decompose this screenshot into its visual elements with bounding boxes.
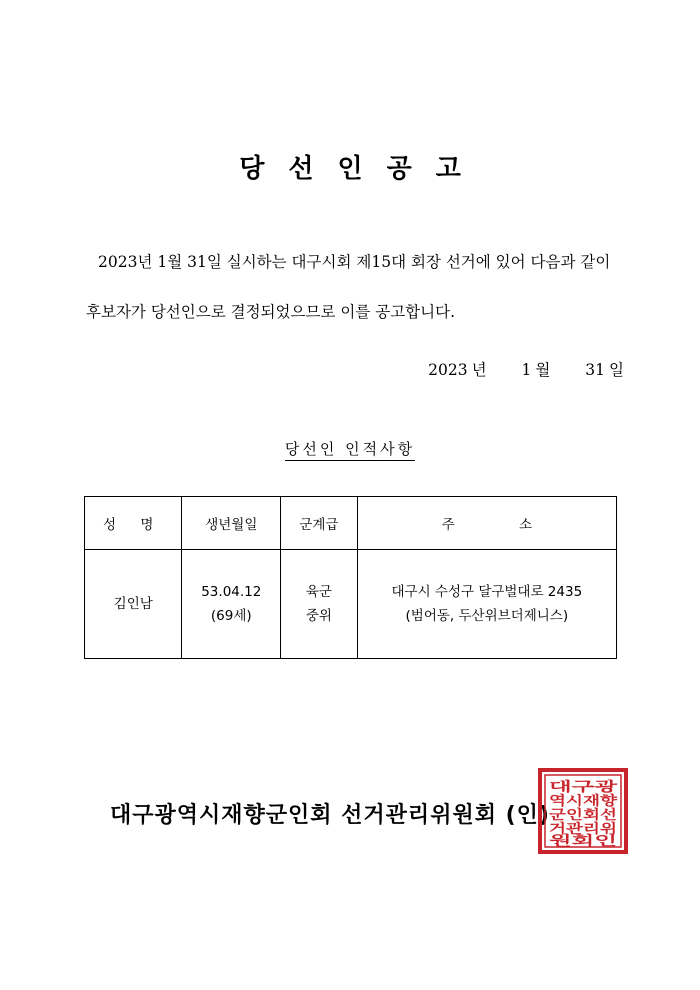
section-subheading <box>0 438 700 459</box>
svg-text:원회인: 원회인 <box>549 834 587 849</box>
date-month: 1 <box>521 361 532 379</box>
organization-name: 대구광역시재향군인회 선거관리위원회 (인) <box>110 803 550 828</box>
document-title <box>0 148 700 185</box>
title-char: 선 <box>288 154 314 184</box>
svg-text:거관리위: 거관리위 <box>549 822 600 837</box>
header-birth: 생년월일 <box>182 497 281 550</box>
rank-grade: 중위 <box>305 608 332 624</box>
address-line-1: 대구시 수성구 달구벌대로 2435 <box>391 584 583 600</box>
title-char: 인 <box>337 154 363 184</box>
official-seal-icon <box>537 767 629 855</box>
title-char: 당 <box>239 154 265 184</box>
svg-text:대구광: 대구광 <box>549 780 587 795</box>
date-year: 2023 <box>428 361 468 379</box>
table-row <box>85 550 617 659</box>
rank-branch: 육군 <box>305 584 332 600</box>
header-name: 성 명 <box>85 497 182 550</box>
header-rank: 군계급 <box>281 497 358 550</box>
date-day-unit: 일 <box>609 361 624 379</box>
table-header-row <box>85 497 617 550</box>
cell-birth <box>182 550 281 659</box>
svg-text:군인회선: 군인회선 <box>549 808 600 823</box>
date-year-unit: 년 <box>471 361 487 379</box>
cell-address <box>357 550 616 659</box>
cell-rank <box>281 550 358 659</box>
header-address: 주 소 <box>357 497 616 550</box>
title-char: 고 <box>435 154 461 184</box>
birth-age: (69세) <box>210 608 252 624</box>
date-day: 31 <box>585 361 606 379</box>
address-line-2: (범어동, 두산위브더제니스) <box>405 608 569 624</box>
title-char: 공 <box>386 154 412 184</box>
cell-name: 김인남 <box>85 550 182 659</box>
birth-date: 53.04.12 <box>201 584 262 600</box>
winner-info-table <box>84 496 617 659</box>
announcement-date <box>424 358 624 380</box>
svg-text:역시재향: 역시재향 <box>549 794 600 809</box>
subheading-text: 당선인 인적사항 <box>285 440 415 461</box>
announcement-line-2: 후보자가 당선인으로 결정되었으므로 이를 공고합니다. <box>86 303 456 321</box>
date-month-unit: 월 <box>535 361 551 379</box>
announcement-line-1: 2023년 1월 31일 실시하는 대구시회 제15대 회장 선거에 있어 다음과 같이 <box>98 253 611 271</box>
